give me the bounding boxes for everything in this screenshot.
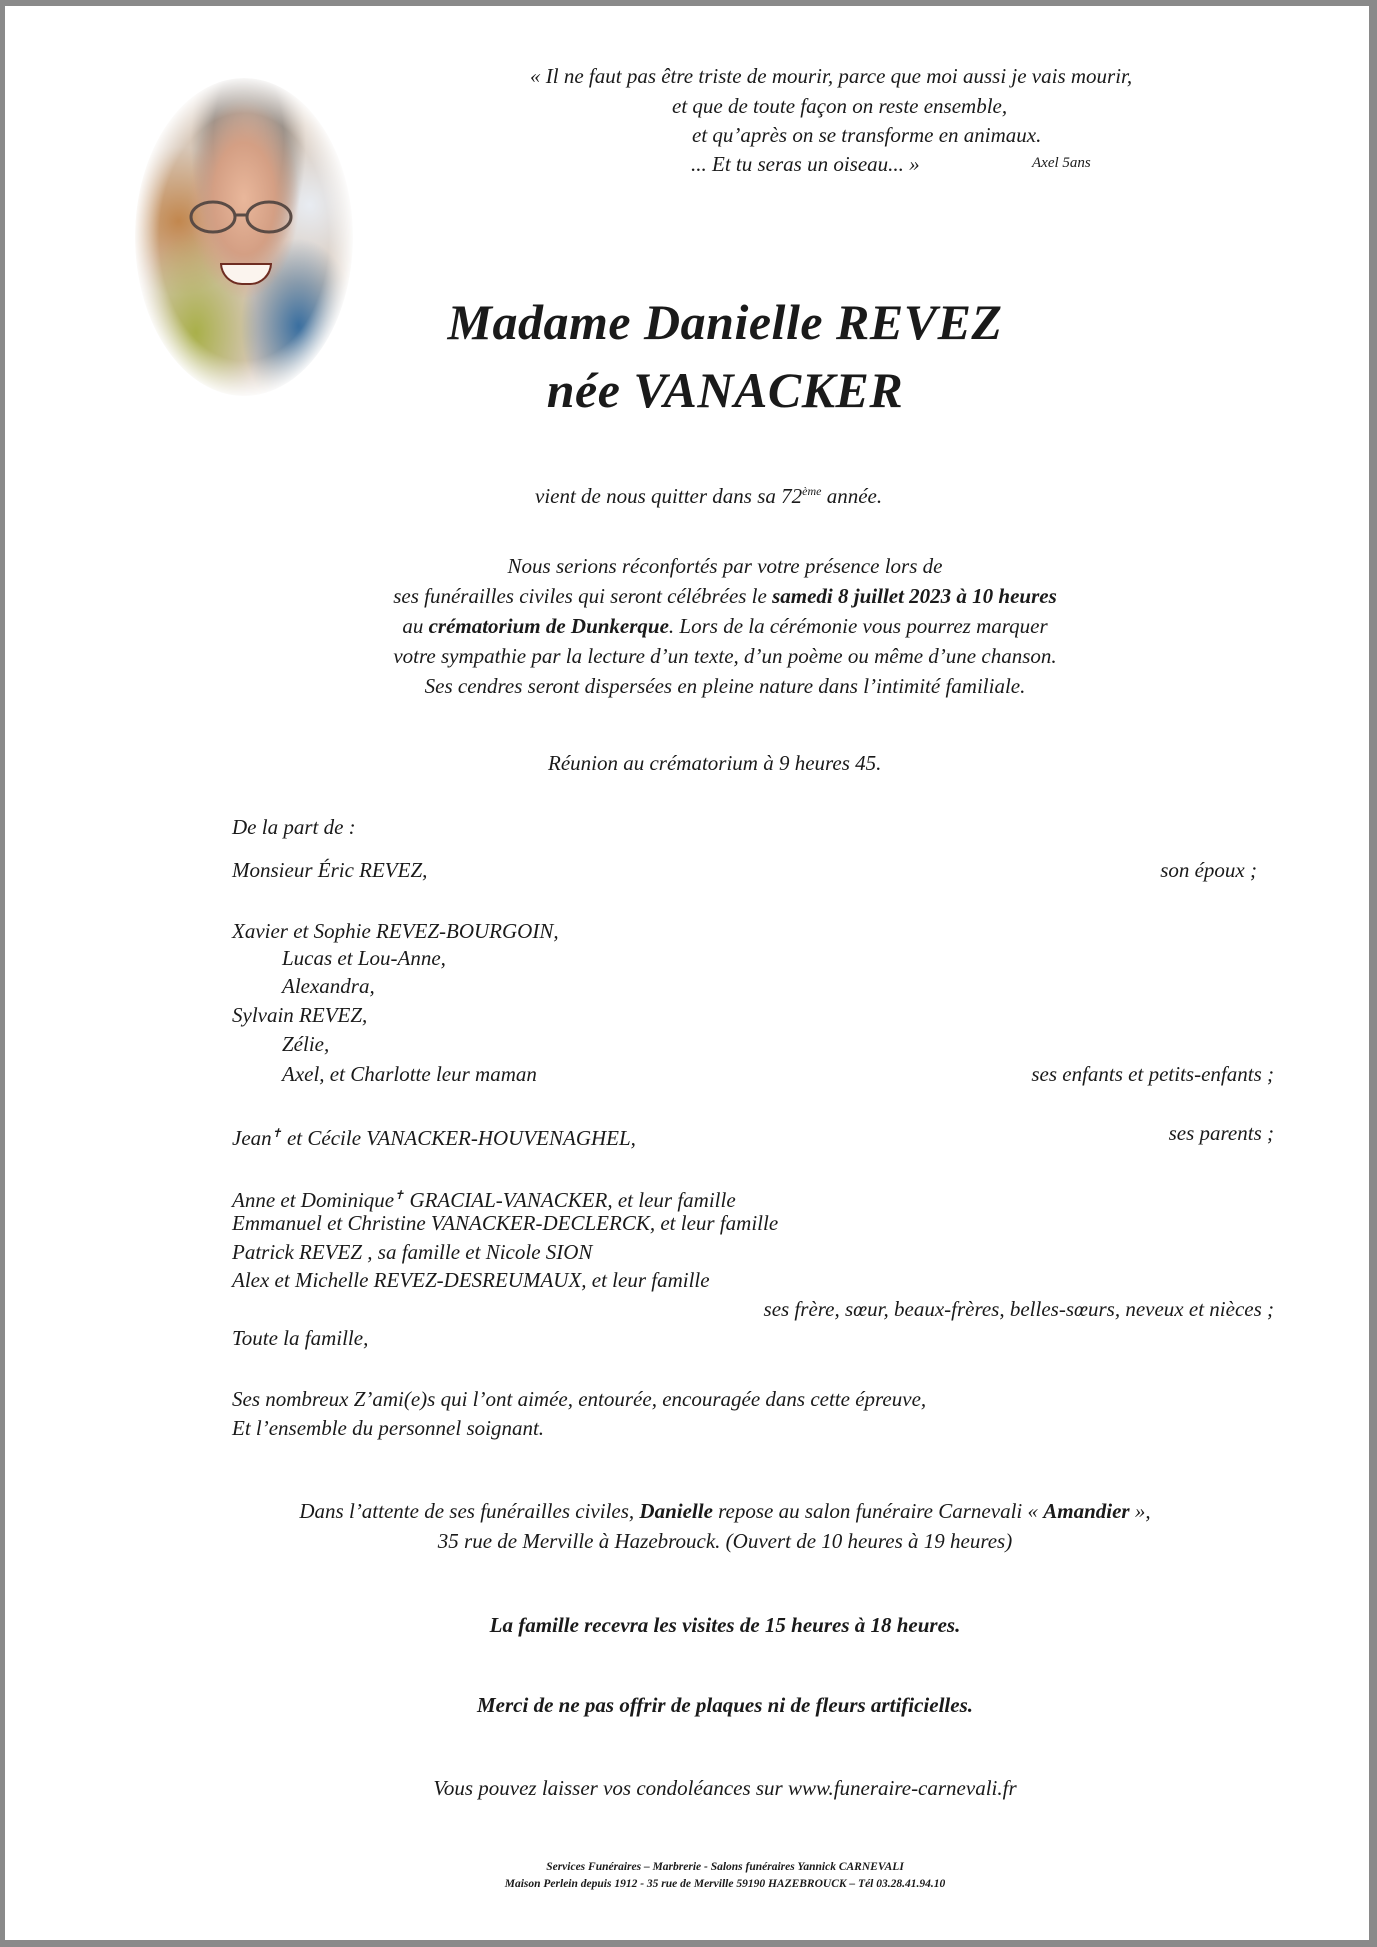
siblings-relation: ses frère, sœur, beaux-frères, belles-sœurs, neveux et nièces ;: [763, 1297, 1274, 1321]
parents-father: Jean: [232, 1126, 272, 1150]
cross-icon: ✝: [394, 1188, 405, 1202]
child-line-6: Axel, et Charlotte leur maman: [282, 1062, 537, 1086]
parents-relation: ses parents ;: [1168, 1121, 1274, 1145]
visits-line: La famille recevra les visites de 15 heures à 18 heures.: [489, 1613, 961, 1637]
salon-line-1: [195, 1496, 1255, 1526]
ceremony-line-3a: au: [402, 614, 429, 638]
quote-author: Axel 5ans: [1032, 155, 1091, 171]
sibling-1b: GRACIAL-VANACKER, et leur famille: [404, 1188, 736, 1212]
smile-shape: [220, 263, 272, 285]
quote-line-2: et que de toute façon on reste ensemble,: [672, 94, 1008, 118]
salon-line-2: 35 rue de Merville à Hazebrouck. (Ouvert de 10 heures à 19 heures): [437, 1529, 1013, 1553]
friends-line-1: Ses nombreux Z’ami(e)s qui l’ont aimée, entourée, encouragée dans cette épreuve,: [232, 1387, 927, 1411]
all-family-line: Toute la famille,: [232, 1326, 369, 1350]
sibling-line-3: Patrick REVEZ , sa famille et Nicole SION: [232, 1240, 593, 1264]
salon-e: »,: [1129, 1499, 1151, 1523]
deceased-name: Madame Danielle REVEZ: [447, 294, 1003, 350]
ceremony-line-4: votre sympathie par la lecture d’un texte, d’un poème ou même d’une chanson.: [393, 644, 1057, 668]
ceremony-date: samedi 8 juillet 2023 à 10 heures: [772, 584, 1057, 608]
obituary-page: [5, 6, 1369, 1940]
spouse-name: Monsieur Éric REVEZ,: [232, 858, 428, 882]
quote-line-4: ... Et tu seras un oiseau... »: [691, 152, 920, 176]
ceremony-line-3c: . Lors de la cérémonie vous pourrez marquer: [668, 614, 1048, 638]
maiden-name: née VANACKER: [546, 362, 904, 418]
salon-a: Dans l’attente de ses funérailles civiles,: [299, 1499, 640, 1523]
child-line-3: Alexandra,: [282, 974, 375, 998]
from-label: De la part de :: [232, 815, 356, 839]
no-flowers-line: Merci de ne pas offrir de plaques ni de fleurs artificielles.: [477, 1693, 973, 1717]
salon-name: Danielle: [639, 1499, 713, 1523]
child-line-5: Zélie,: [282, 1032, 330, 1056]
footer-line-2: Maison Perlein depuis 1912 - 35 rue de Merville 59190 HAZEBROUCK – Tél 03.28.41.94.10: [504, 1878, 946, 1890]
friends-line-2: Et l’ensemble du personnel soignant.: [232, 1416, 545, 1440]
cross-icon: ✝: [271, 1126, 282, 1140]
quote-line-1: « Il ne faut pas être triste de mourir, parce que moi aussi je vais mourir,: [530, 64, 1133, 88]
condolences-line: Vous pouvez laisser vos condoléances sur www.funeraire-carnevali.fr: [433, 1776, 1017, 1800]
spouse-relation: son époux ;: [1160, 858, 1257, 882]
ceremony-block: [295, 551, 1155, 701]
sibling-line-4: Alex et Michelle REVEZ-DESREUMAUX, et leur famille: [232, 1268, 710, 1292]
parents-rest: et Cécile VANACKER-HOUVENAGHEL,: [281, 1126, 636, 1150]
ceremony-line-1: Nous serions réconfortés par votre présence lors de: [507, 554, 943, 578]
portrait-photo: [135, 78, 353, 396]
reunion-line: Réunion au crématorium à 9 heures 45.: [548, 751, 882, 775]
age-line-sup: ème: [802, 484, 822, 498]
child-line-2: Lucas et Lou-Anne,: [282, 946, 446, 970]
sibling-1a: Anne et Dominique: [232, 1188, 395, 1212]
salon-c: repose au salon funéraire Carnevali «: [712, 1499, 1044, 1523]
age-line-prefix: vient de nous quitter dans sa 72: [535, 484, 803, 508]
parents-line: [232, 1118, 636, 1153]
ceremony-line-2a: ses funérailles civiles qui seront célébrées le: [393, 584, 773, 608]
ceremony-line-5: Ses cendres seront dispersées en pleine nature dans l’intimité familiale.: [424, 674, 1026, 698]
glasses-icon: [187, 198, 297, 236]
age-line-suffix: année.: [821, 484, 883, 508]
ceremony-line-2: [295, 581, 1155, 611]
quote-line-3: et qu’après on se transforme en animaux.: [692, 123, 1042, 147]
children-relation: ses enfants et petits-enfants ;: [1031, 1062, 1274, 1086]
sibling-line-2: Emmanuel et Christine VANACKER-DECLERCK, et leur famille: [232, 1211, 779, 1235]
child-line-1: Xavier et Sophie REVEZ-BOURGOIN,: [232, 919, 559, 943]
child-line-4: Sylvain REVEZ,: [232, 1003, 368, 1027]
footer-line-1: Services Funéraires – Marbrerie - Salons funéraires Yannick CARNEVALI: [546, 1861, 904, 1873]
ceremony-place: crématorium de Dunkerque: [428, 614, 669, 638]
salon-room: Amandier: [1043, 1499, 1130, 1523]
age-line: [535, 476, 882, 511]
ceremony-line-3: [295, 611, 1155, 641]
